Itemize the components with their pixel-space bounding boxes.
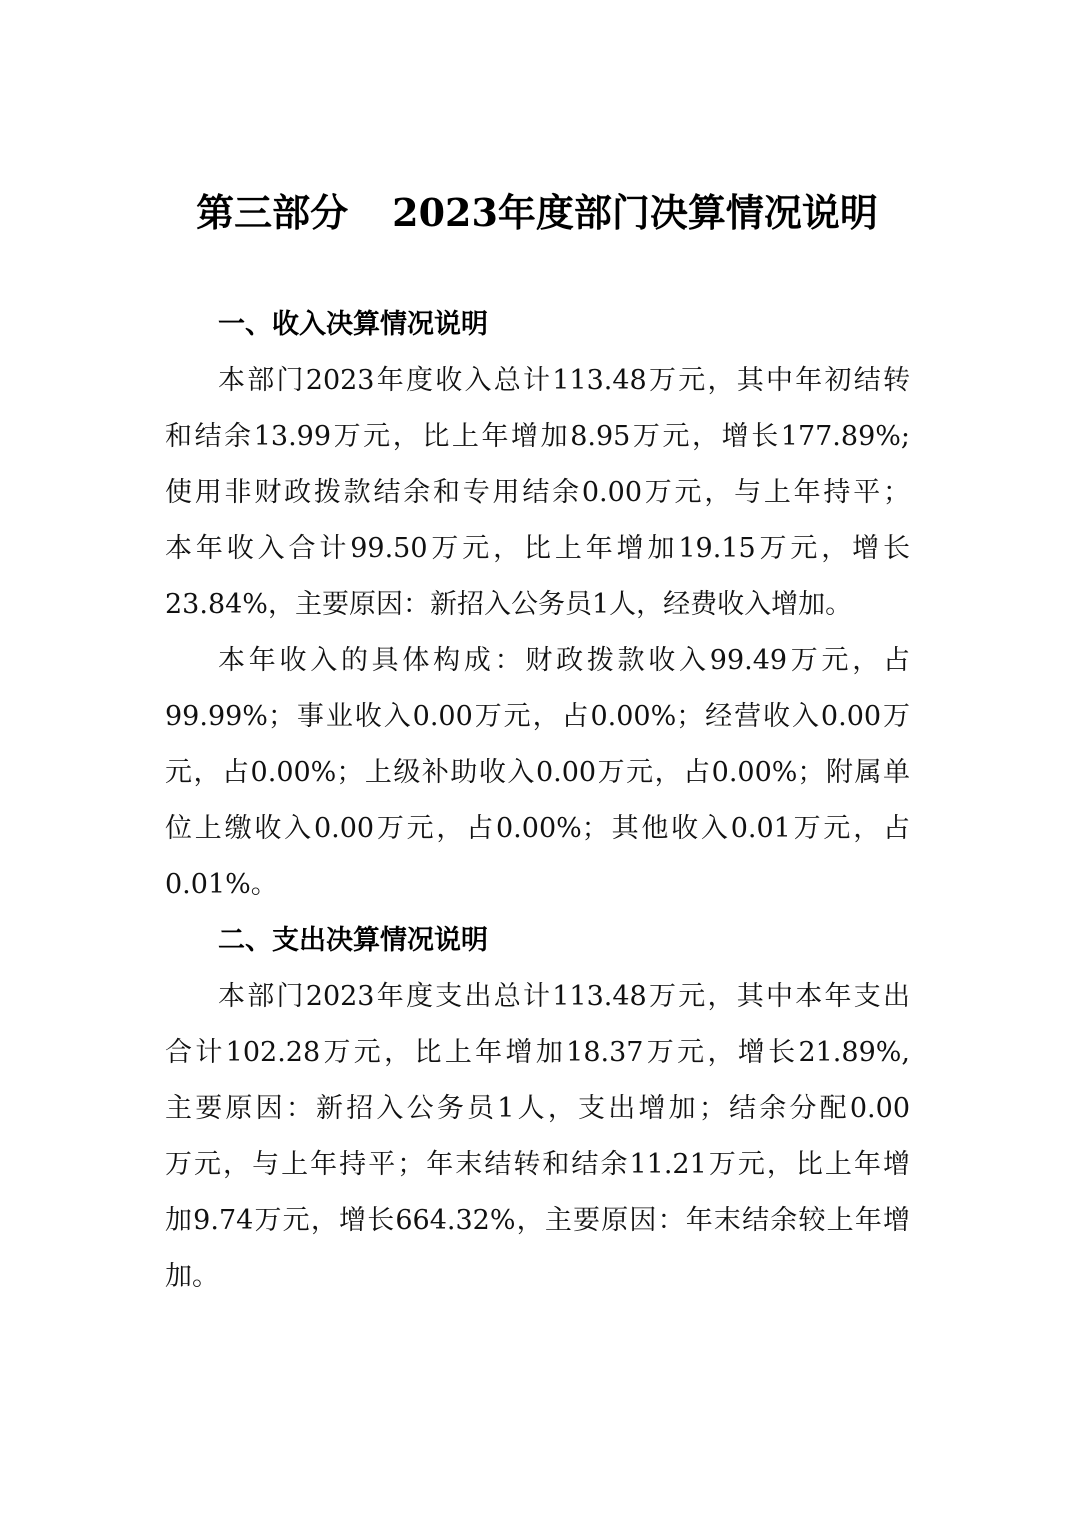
paragraph-line: 位上缴收入0.00万元，占0.00%；其他收入0.01万元，占 — [165, 813, 910, 844]
section-heading: 二、支出决算情况说明 — [218, 925, 488, 956]
paragraph-line: 加。 — [165, 1261, 219, 1292]
paragraph-line: 99.99%；事业收入0.00万元，占0.00%；经营收入0.00万 — [165, 701, 910, 732]
paragraph-line: 本年收入的具体构成：财政拨款收入99.49万元，占 — [218, 645, 910, 676]
paragraph-line: 使用非财政拨款结余和专用结余0.00万元，与上年持平； — [165, 477, 910, 508]
paragraph-line: 主要原因：新招入公务员1人，支出增加；结余分配0.00 — [165, 1093, 910, 1124]
paragraph — [165, 633, 910, 913]
section-heading: 一、收入决算情况说明 — [218, 309, 488, 340]
paragraph — [165, 969, 910, 1305]
paragraph-line: 和结余13.99万元，比上年增加8.95万元，增长177.89%; — [165, 421, 910, 452]
page-title — [0, 186, 1074, 240]
paragraph-line: 本年收入合计99.50万元，比上年增加19.15万元，增长 — [165, 533, 910, 564]
paragraph-line: 23.84%，主要原因：新招入公务员1人，经费收入增加。 — [165, 589, 853, 620]
paragraph-line: 本部门2023年度支出总计113.48万元，其中本年支出 — [218, 981, 910, 1012]
paragraph-line: 0.01%。 — [165, 869, 278, 900]
paragraph-line: 万元，与上年持平；年末结转和结余11.21万元，比上年增 — [165, 1149, 910, 1180]
paragraph-line: 本部门2023年度收入总计113.48万元，其中年初结转 — [218, 365, 910, 396]
document-body — [165, 297, 910, 1305]
title-part: 第三部分 — [196, 190, 349, 235]
title-text: 2023年度部门决算情况说明 — [392, 190, 878, 235]
paragraph-line: 元，占0.00%；上级补助收入0.00万元，占0.00%；附属单 — [165, 757, 910, 788]
paragraph — [165, 353, 910, 633]
paragraph-line: 合计102.28万元，比上年增加18.37万元，增长21.89%, — [165, 1037, 910, 1068]
paragraph-line: 加9.74万元，增长664.32%，主要原因：年末结余较上年增 — [165, 1205, 910, 1236]
